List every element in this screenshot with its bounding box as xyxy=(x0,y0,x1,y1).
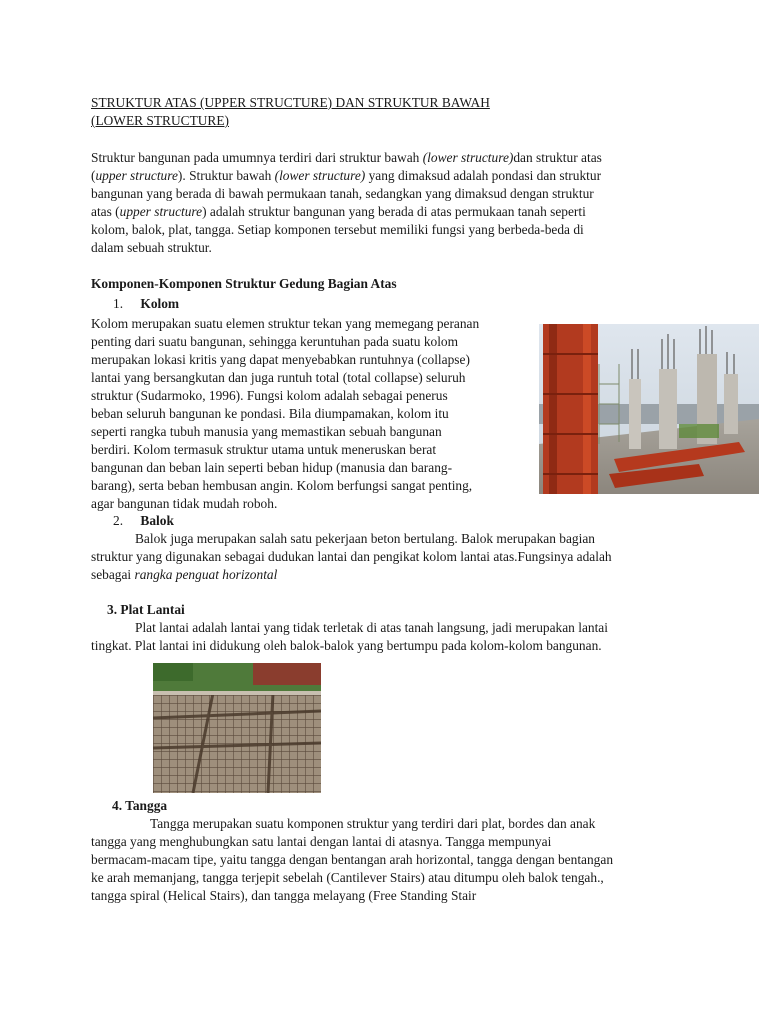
balok-paragraph xyxy=(91,530,612,584)
tangga-line: Tangga merupakan suatu komponen struktur yang terdiri dari plat, bordes dan anak xyxy=(150,816,596,831)
kolom-line: agar bangunan tidak mudah roboh. xyxy=(91,496,278,511)
intro-italic: upper structure xyxy=(95,168,178,183)
balok-italic: rangka penguat horizontal xyxy=(134,567,278,582)
intro-text: Struktur bangunan pada umumnya terdiri dari struktur bawah xyxy=(91,150,423,165)
document-title xyxy=(91,94,490,130)
balok-line: struktur yang digunakan sebagai dudukan lantai dan pengikat kolom lantai atas.Fungsinya adalah xyxy=(91,549,612,564)
intro-text: ). Struktur bawah xyxy=(177,168,275,183)
kolom-line: struktur (Sudarmoko, 1996). Fungsi kolom adalah sebagai penerus xyxy=(91,388,448,403)
plat-heading: 3. Plat Lantai xyxy=(107,602,185,617)
section-heading: Komponen-Komponen Struktur Gedung Bagian Atas xyxy=(91,276,397,291)
plat-line: Plat lantai adalah lantai yang tidak terletak di atas tanah langsung, jadi merupakan lantai xyxy=(135,620,608,635)
title-line-2: (LOWER STRUCTURE) xyxy=(91,113,229,128)
kolom-line: seperti rangka tubuh manusia yang memastikan sebuah bangunan xyxy=(91,424,442,439)
kolom-heading xyxy=(113,295,179,313)
kolom-line: beban seluruh bangunan ke pondasi. Bila diumpamakan, kolom itu xyxy=(91,406,449,421)
kolom-line: Kolom merupakan suatu elemen struktur tekan yang memegang peranan xyxy=(91,316,480,331)
intro-text: kolom, balok, plat, tangga. Setiap komponen tersebut memiliki fungsi yang berbeda-beda di xyxy=(91,222,584,237)
intro-text: dalam sebuah struktur. xyxy=(91,240,212,255)
plat-line: tingkat. Plat lantai ini didukung oleh balok-balok yang bertumpu pada kolom-kolom bangunan. xyxy=(91,638,602,653)
floor-slab-rebar-photo xyxy=(153,663,321,793)
plat-paragraph xyxy=(91,619,608,655)
column-construction-photo xyxy=(539,324,759,494)
tangga-paragraph xyxy=(91,815,613,905)
intro-paragraph xyxy=(91,149,602,257)
list-number: 2. xyxy=(113,513,124,528)
kolom-line: barang), serta beban hembusan angin. Kolom berfungsi sangat penting, xyxy=(91,478,473,493)
intro-text: dan struktur atas xyxy=(513,150,602,165)
intro-text: yang dimaksud adalah pondasi dan struktur xyxy=(365,168,602,183)
list-number: 1. xyxy=(113,296,124,311)
intro-italic: (lower structure) xyxy=(422,150,514,165)
kolom-title: Kolom xyxy=(140,296,180,311)
kolom-line: berdiri. Kolom termasuk struktur utama untuk meneruskan berat xyxy=(91,442,437,457)
intro-italic: upper structure xyxy=(119,204,203,219)
kolom-line: penting dari suatu bangunan, sehingga keruntuhan pada suatu kolom xyxy=(91,334,459,349)
tangga-line: tangga spiral (Helical Stairs), dan tangga melayang (Free Standing Stair xyxy=(91,888,477,903)
tangga-line: tangga yang menghubungkan satu lantai dengan lantai di atasnya. Tangga mempunyai xyxy=(91,834,552,849)
tangga-line: bermacam-macam tipe, yaitu tangga dengan bentangan arah horizontal, tangga dengan bentangan xyxy=(91,852,614,867)
title-line-1: STRUKTUR ATAS (UPPER STRUCTURE) DAN STRUKTUR BAWAH xyxy=(91,95,490,110)
kolom-paragraph xyxy=(91,315,479,513)
intro-text: ) adalah struktur bangunan yang berada di atas permukaan tanah seperti xyxy=(202,204,586,219)
balok-title: Balok xyxy=(140,513,174,528)
balok-line: sebagai xyxy=(91,567,135,582)
intro-italic: (lower structure) xyxy=(274,168,366,183)
kolom-line: lantai yang bersangkutan dan juga runtuh total (total collapse) seluruh xyxy=(91,370,466,385)
balok-heading xyxy=(113,512,174,530)
balok-line: Balok juga merupakan salah satu pekerjaan beton bertulang. Balok merupakan bagian xyxy=(135,531,595,546)
kolom-line: merupakan lokasi kritis yang dapat menyebabkan runtuhnya (collapse) xyxy=(91,352,470,367)
intro-text: atas ( xyxy=(91,204,120,219)
tangga-line: ke arah memanjang, tangga terjepit sebelah (Cantilever Stairs) atau ditumpu oleh balok tengah., xyxy=(91,870,604,885)
tangga-heading: 4. Tangga xyxy=(112,798,168,813)
kolom-line: bangunan dan beban lain seperti beban hidup (manusia dan barang- xyxy=(91,460,453,475)
intro-text: bangunan yang berada di bawah permukaan tanah, sedangkan yang dimaksud dengan struktur xyxy=(91,186,594,201)
intro-text: ( xyxy=(91,168,96,183)
